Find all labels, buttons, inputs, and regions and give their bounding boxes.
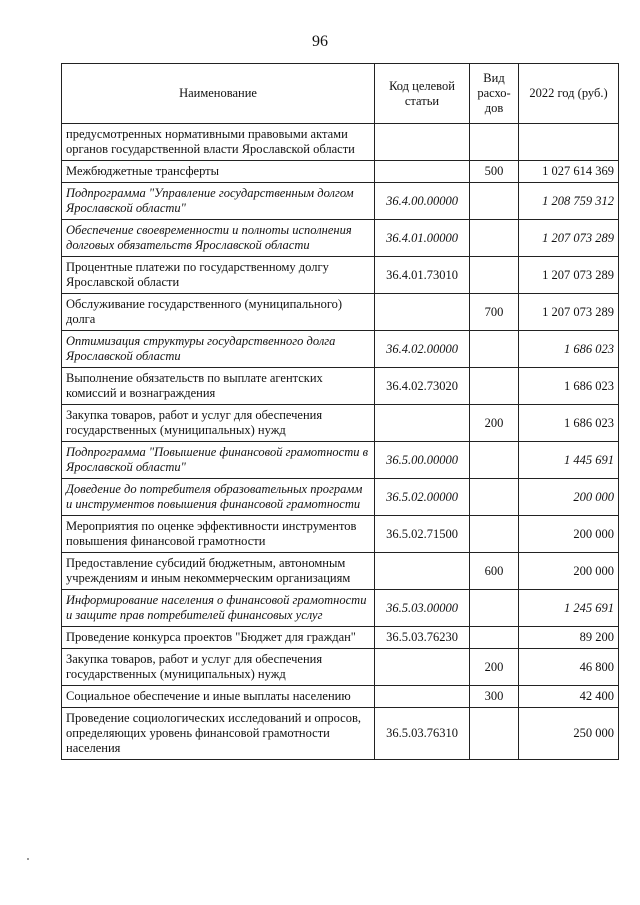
cell-code: 36.5.02.71500 bbox=[375, 516, 470, 553]
cell-code: 36.5.03.76230 bbox=[375, 627, 470, 649]
cell-amount: 1 686 023 bbox=[519, 405, 619, 442]
cell-name: Информирование населения о финансовой грамотности и защите прав потребителей финансовых услуг bbox=[62, 590, 375, 627]
cell-amount: 250 000 bbox=[519, 708, 619, 760]
cell-amount: 1 686 023 bbox=[519, 368, 619, 405]
cell-code: 36.5.00.00000 bbox=[375, 442, 470, 479]
cell-amount: 42 400 bbox=[519, 686, 619, 708]
cell-amount bbox=[519, 124, 619, 161]
cell-name: Социальное обеспечение и иные выплаты населению bbox=[62, 686, 375, 708]
cell-name: Закупка товаров, работ и услуг для обеспечения государственных (муниципальных) нужд bbox=[62, 405, 375, 442]
cell-name: Проведение конкурса проектов "Бюджет для граждан" bbox=[62, 627, 375, 649]
header-amount: 2022 год (руб.) bbox=[519, 64, 619, 124]
table-row bbox=[62, 516, 619, 553]
table-row bbox=[62, 627, 619, 649]
cell-type bbox=[470, 442, 519, 479]
cell-amount: 1 027 614 369 bbox=[519, 161, 619, 183]
cell-code: 36.4.01.00000 bbox=[375, 220, 470, 257]
cell-amount: 46 800 bbox=[519, 649, 619, 686]
cell-amount: 200 000 bbox=[519, 516, 619, 553]
header-type: Вид расхо-дов bbox=[470, 64, 519, 124]
cell-type: 200 bbox=[470, 405, 519, 442]
cell-name: Проведение социологических исследований и опросов, определяющих уровень финансовой грамотности населения bbox=[62, 708, 375, 760]
cell-amount: 1 686 023 bbox=[519, 331, 619, 368]
cell-code: 36.4.01.73010 bbox=[375, 257, 470, 294]
cell-name: Подпрограмма "Управление государственным долгом Ярославской области" bbox=[62, 183, 375, 220]
table-row bbox=[62, 331, 619, 368]
table-header-row bbox=[62, 64, 619, 124]
table-body bbox=[62, 124, 619, 760]
cell-name: Закупка товаров, работ и услуг для обеспечения государственных (муниципальных) нужд bbox=[62, 649, 375, 686]
table-row bbox=[62, 405, 619, 442]
cell-type bbox=[470, 627, 519, 649]
table-row bbox=[62, 257, 619, 294]
cell-code bbox=[375, 294, 470, 331]
cell-type bbox=[470, 257, 519, 294]
cell-type bbox=[470, 708, 519, 760]
cell-name: Мероприятия по оценке эффективности инструментов повышения финансовой грамотности bbox=[62, 516, 375, 553]
cell-type bbox=[470, 368, 519, 405]
table-row bbox=[62, 708, 619, 760]
cell-type bbox=[470, 220, 519, 257]
cell-amount: 1 207 073 289 bbox=[519, 257, 619, 294]
page-number: 96 bbox=[312, 33, 328, 50]
table-row bbox=[62, 442, 619, 479]
header-name: Наименование bbox=[62, 64, 375, 124]
cell-amount: 1 208 759 312 bbox=[519, 183, 619, 220]
table-row bbox=[62, 479, 619, 516]
table-row bbox=[62, 220, 619, 257]
cell-type: 500 bbox=[470, 161, 519, 183]
table-row bbox=[62, 183, 619, 220]
cell-code bbox=[375, 124, 470, 161]
cell-name: Обслуживание государственного (муниципального) долга bbox=[62, 294, 375, 331]
cell-name: предусмотренных нормативными правовыми актами органов государственной власти Ярославской области bbox=[62, 124, 375, 161]
cell-amount: 1 207 073 289 bbox=[519, 220, 619, 257]
cell-name: Подпрограмма "Повышение финансовой грамотности в Ярославской области" bbox=[62, 442, 375, 479]
cell-name: Выполнение обязательств по выплате агентских комиссий и вознаграждения bbox=[62, 368, 375, 405]
table-row bbox=[62, 294, 619, 331]
cell-name: Предоставление субсидий бюджетным, автономным учреждениям и иным некоммерческим организациям bbox=[62, 553, 375, 590]
cell-code bbox=[375, 405, 470, 442]
cell-amount: 1 445 691 bbox=[519, 442, 619, 479]
cell-type: 300 bbox=[470, 686, 519, 708]
cell-code: 36.5.02.00000 bbox=[375, 479, 470, 516]
cell-code bbox=[375, 649, 470, 686]
cell-amount: 1 207 073 289 bbox=[519, 294, 619, 331]
cell-type bbox=[470, 516, 519, 553]
cell-amount: 89 200 bbox=[519, 627, 619, 649]
cell-type bbox=[470, 590, 519, 627]
cell-type bbox=[470, 183, 519, 220]
cell-name: Оптимизация структуры государственного долга Ярославской области bbox=[62, 331, 375, 368]
cell-code: 36.5.03.76310 bbox=[375, 708, 470, 760]
table-row bbox=[62, 649, 619, 686]
cell-code bbox=[375, 553, 470, 590]
cell-type bbox=[470, 331, 519, 368]
table-row bbox=[62, 161, 619, 183]
cell-type: 600 bbox=[470, 553, 519, 590]
cell-code: 36.4.00.00000 bbox=[375, 183, 470, 220]
table-row bbox=[62, 553, 619, 590]
cell-code bbox=[375, 686, 470, 708]
cell-type bbox=[470, 479, 519, 516]
header-code: Код целевой статьи bbox=[375, 64, 470, 124]
cell-code bbox=[375, 161, 470, 183]
budget-table bbox=[61, 63, 619, 760]
cell-amount: 200 000 bbox=[519, 479, 619, 516]
scan-mark bbox=[27, 858, 29, 860]
cell-name: Доведение до потребителя образовательных программ и инструментов повышения финансовой грамотности bbox=[62, 479, 375, 516]
cell-amount: 200 000 bbox=[519, 553, 619, 590]
cell-type: 200 bbox=[470, 649, 519, 686]
cell-type bbox=[470, 124, 519, 161]
cell-name: Процентные платежи по государственному долгу Ярославской области bbox=[62, 257, 375, 294]
cell-code: 36.5.03.00000 bbox=[375, 590, 470, 627]
table-row bbox=[62, 590, 619, 627]
table-row bbox=[62, 368, 619, 405]
cell-code: 36.4.02.00000 bbox=[375, 331, 470, 368]
cell-type: 700 bbox=[470, 294, 519, 331]
cell-amount: 1 245 691 bbox=[519, 590, 619, 627]
table-row bbox=[62, 686, 619, 708]
cell-code: 36.4.02.73020 bbox=[375, 368, 470, 405]
table-row bbox=[62, 124, 619, 161]
cell-name: Межбюджетные трансферты bbox=[62, 161, 375, 183]
cell-name: Обеспечение своевременности и полноты исполнения долговых обязательств Ярославской области bbox=[62, 220, 375, 257]
